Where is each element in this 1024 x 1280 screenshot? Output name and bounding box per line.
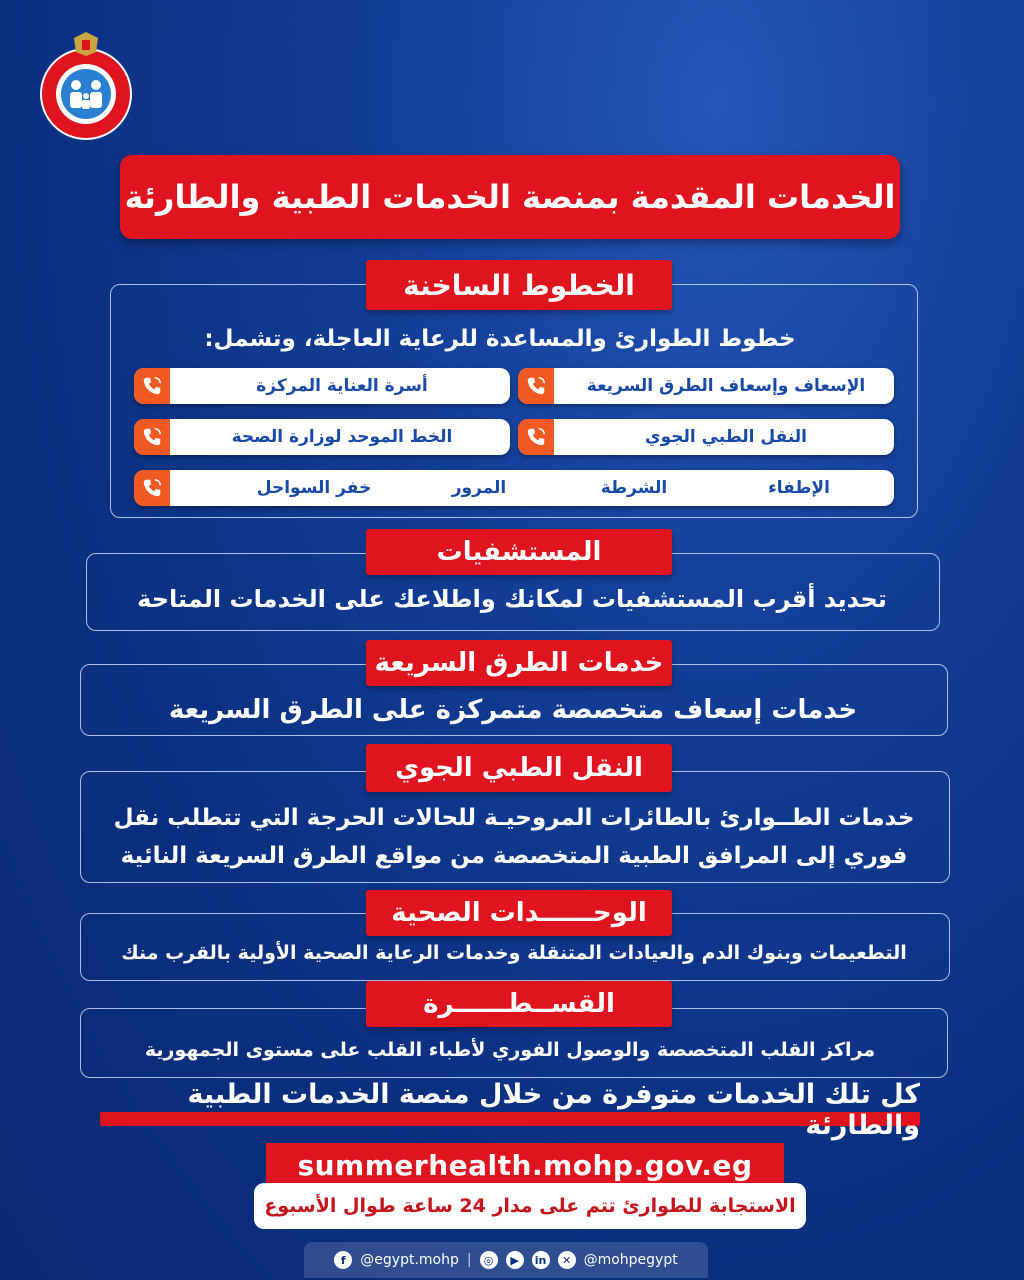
hospitals-text: تحديد أقرب المستشفيات لمكانك واطلاعك على الخدمات المتاحة bbox=[137, 585, 887, 613]
heart-label: القســطــــــرة bbox=[366, 981, 672, 1027]
highways-text: خدمات إسعاف متخصصة متمركزة على الطرق السريعة bbox=[168, 695, 858, 725]
air-text-line-1: خدمات الطــوارئ بالطائرات المروحيـة للحالات الحرجة التي تتطلب نقل bbox=[113, 805, 915, 831]
hotlines-label: الخطوط الساخنة bbox=[366, 260, 672, 310]
website-url[interactable]: summerhealth.mohp.gov.eg bbox=[266, 1143, 784, 1187]
phone-icon[interactable] bbox=[518, 368, 554, 404]
hotline-intensive-care[interactable] bbox=[134, 368, 510, 404]
highways-label: خدمات الطرق السريعة bbox=[366, 640, 672, 686]
hotline-label: النقل الطبي الجوي bbox=[644, 427, 807, 447]
availability-text: كل تلك الخدمات متوفرة من خلال منصة الخدمات الطبية والطارئة bbox=[187, 1079, 920, 1141]
logo-text-ar bbox=[30, 30, 31, 31]
phone-icon[interactable] bbox=[134, 470, 170, 506]
main-title: الخدمات المقدمة بمنصة الخدمات الطبية والطارئة bbox=[120, 155, 900, 239]
hotline-coast-guard: خفر السواحل bbox=[256, 478, 372, 498]
units-text: التطعيمات وبنوك الدم والعيادات المتنقلة وخدمات الرعاية الصحية الأولية بالقرب منك bbox=[121, 942, 907, 964]
hotline-fire: الإطفاء bbox=[768, 478, 830, 498]
hotlines-intro: خطوط الطوارئ والمساعدة للرعاية العاجلة، وتشمل: bbox=[204, 326, 796, 352]
social-bar bbox=[304, 1242, 708, 1278]
x-icon[interactable]: ✕ bbox=[558, 1251, 576, 1269]
facebook-icon[interactable]: f bbox=[334, 1251, 352, 1269]
hotline-label: الإسعاف وإسعاف الطرق السريعة bbox=[586, 376, 866, 396]
hotline-ambulance[interactable] bbox=[518, 368, 894, 404]
ministry-logo bbox=[30, 30, 142, 142]
air-label: النقل الطبي الجوي bbox=[366, 744, 672, 792]
separator: | bbox=[466, 1252, 472, 1268]
hotline-traffic: المرور bbox=[451, 478, 507, 498]
hotline-unified-line[interactable] bbox=[134, 419, 510, 455]
hotline-police: الشرطة bbox=[600, 478, 668, 498]
facebook-handle[interactable]: @egypt.mohp bbox=[360, 1252, 459, 1268]
hotline-label: أسرة العناية المركزة bbox=[256, 376, 428, 396]
hotline-label: الخط الموحد لوزارة الصحة bbox=[231, 427, 453, 447]
phone-icon[interactable] bbox=[134, 368, 170, 404]
hotline-emergency-services[interactable] bbox=[134, 470, 894, 506]
hospitals-label: المستشفيات bbox=[366, 529, 672, 575]
phone-icon[interactable] bbox=[134, 419, 170, 455]
air-text-line-2: فوري إلى المرافق الطبية المتخصصة من مواقع الطرق السريعة النائية bbox=[120, 843, 908, 869]
instagram-icon[interactable]: ◎ bbox=[480, 1251, 498, 1269]
units-label: الوحــــــدات الصحية bbox=[366, 890, 672, 936]
youtube-icon[interactable]: ▶ bbox=[506, 1251, 524, 1269]
phone-icon[interactable] bbox=[518, 419, 554, 455]
heart-text: مراكز القلب المتخصصة والوصول الفوري لأطباء القلب على مستوى الجمهورية bbox=[144, 1039, 876, 1061]
social-handle[interactable]: @mohpegypt bbox=[583, 1252, 678, 1268]
linkedin-icon[interactable]: in bbox=[532, 1251, 550, 1269]
response-note: الاستجابة للطوارئ تتم على مدار 24 ساعة طوال الأسبوع bbox=[254, 1183, 806, 1229]
hotline-air-transport[interactable] bbox=[518, 419, 894, 455]
